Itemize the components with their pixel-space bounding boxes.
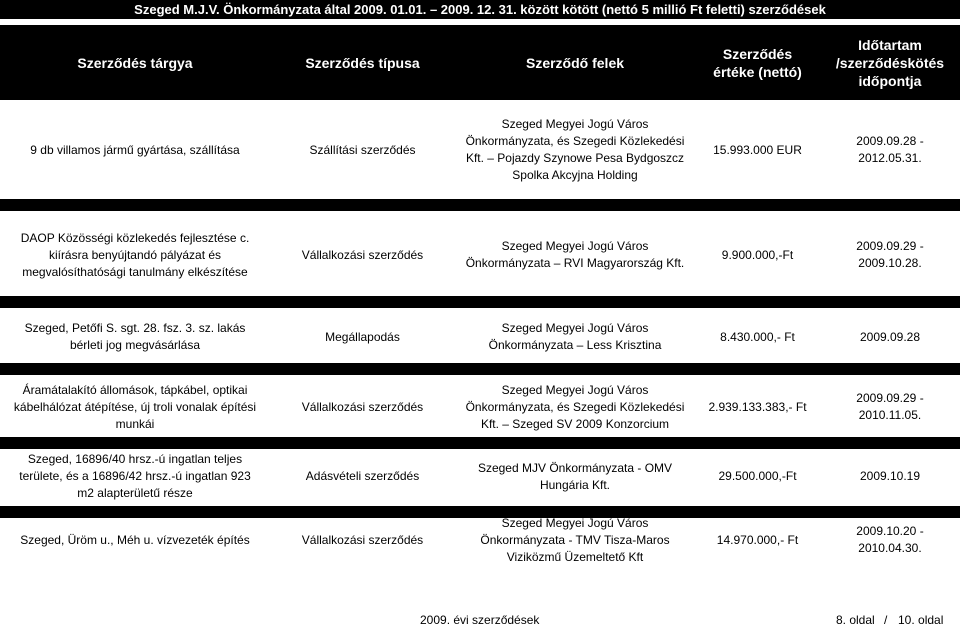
cell-parties: Szeged Megyei Jogú Város Önkormányzata, és Szegedi Közlekedési Kft. – Pojazdy Szynowe Pesa Bydgoszcz Spolka Akcyjna Holding bbox=[465, 117, 685, 182]
header-type: Szerződés típusa bbox=[305, 54, 420, 71]
cell-value: 14.970.000,- Ft bbox=[716, 532, 799, 547]
cell-type: Vállalkozási szerződés bbox=[301, 399, 424, 414]
cell-subject: Szeged, 16896/40 hrsz.-ú ingatlan teljes területe, és a 16896/42 hrsz.-ú ingatlan 923 m2 alapterületű része bbox=[19, 452, 251, 500]
cell-duration: 2009.09.28 - 2012.05.31. bbox=[856, 134, 924, 165]
page-separator: / bbox=[884, 613, 888, 627]
cell-parties: Szeged MJV Önkormányzata - OMV Hungária Kft. bbox=[477, 460, 673, 492]
header-value: Szerződés értéke (nettó) bbox=[713, 45, 802, 80]
cell-type: Adásvételi szerződés bbox=[305, 469, 420, 483]
cell-duration: 2009.10.20 - 2010.04.30. bbox=[856, 524, 924, 555]
row-divider bbox=[0, 199, 960, 211]
page-total: 10. oldal bbox=[898, 613, 944, 627]
cell-duration: 2009.09.29 - 2010.11.05. bbox=[856, 391, 924, 422]
cell-parties: Szeged Megyei Jogú Város Önkormányzata – RVI Magyarország Kft. bbox=[465, 239, 685, 270]
row-divider bbox=[0, 437, 960, 449]
cell-parties: Szeged Megyei Jogú Város Önkormányzata – Less Krisztina bbox=[488, 321, 662, 352]
cell-subject: Szeged, Petőfi S. sgt. 28. fsz. 3. sz. lakás bérleti jog megvásárlása bbox=[24, 321, 246, 352]
cell-type: Szállítási szerződés bbox=[309, 142, 416, 157]
header-subject: Szerződés tárgya bbox=[77, 54, 193, 71]
page-number: 8. oldal bbox=[836, 613, 875, 627]
row-divider bbox=[0, 363, 960, 375]
table-row bbox=[0, 449, 960, 504]
cell-subject: Szeged, Üröm u., Méh u. vízvezeték építés bbox=[20, 532, 250, 547]
cell-value: 29.500.000,-Ft bbox=[718, 469, 797, 483]
row-divider bbox=[0, 296, 960, 308]
table-header bbox=[0, 25, 960, 100]
table-row bbox=[0, 514, 960, 566]
table-row bbox=[0, 312, 960, 362]
cell-parties: Szeged Megyei Jogú Város Önkormányzata - TMV Tisza-Maros Viziközmű Üzemeltető Kft bbox=[480, 515, 670, 564]
cell-duration: 2009.09.28 bbox=[859, 329, 921, 344]
table-row bbox=[0, 377, 960, 437]
cell-value: 8.430.000,- Ft bbox=[720, 329, 795, 344]
header-duration: Időtartam /szerződéskötés időpontja bbox=[835, 36, 945, 89]
cell-subject: 9 db villamos jármű gyártása, szállítása bbox=[30, 142, 240, 157]
document-title: Szeged M.J.V. Önkormányzata által 2009. 01.01. – 2009. 12. 31. között kötött (nettó 5 millió Ft feletti) szerződések bbox=[0, 0, 960, 19]
cell-value: 9.900.000,-Ft bbox=[721, 247, 794, 262]
cell-duration: 2009.09.29 - 2009.10.28. bbox=[856, 239, 924, 270]
cell-duration: 2009.10.19 bbox=[859, 469, 921, 483]
cell-type: Megállapodás bbox=[325, 329, 400, 344]
footer-label: 2009. évi szerződések bbox=[420, 613, 540, 627]
cell-type: Vállalkozási szerződés bbox=[301, 247, 424, 262]
table-row bbox=[0, 216, 960, 294]
cell-parties: Szeged Megyei Jogú Város Önkormányzata, és Szegedi Közlekedési Kft. – Szeged SV 2009 Konzorcium bbox=[465, 382, 685, 431]
cell-subject: DAOP Közösségi közlekedés fejlesztése c. kiírásra benyújtandó pályázat és megvalósíthatósági tanulmány elkészítése bbox=[20, 230, 250, 279]
cell-value: 15.993.000 EUR bbox=[713, 142, 802, 157]
cell-type: Vállalkozási szerződés bbox=[301, 532, 424, 547]
page-footer bbox=[0, 612, 960, 629]
cell-value: 2.939.133.383,- Ft bbox=[708, 399, 807, 414]
header-parties: Szerződő felek bbox=[525, 54, 625, 71]
cell-subject: Áramátalakító állomások, tápkábel, optikai kábelhálózat átépítése, új troli vonalak építési munkái bbox=[13, 382, 257, 431]
table-row bbox=[0, 108, 960, 192]
